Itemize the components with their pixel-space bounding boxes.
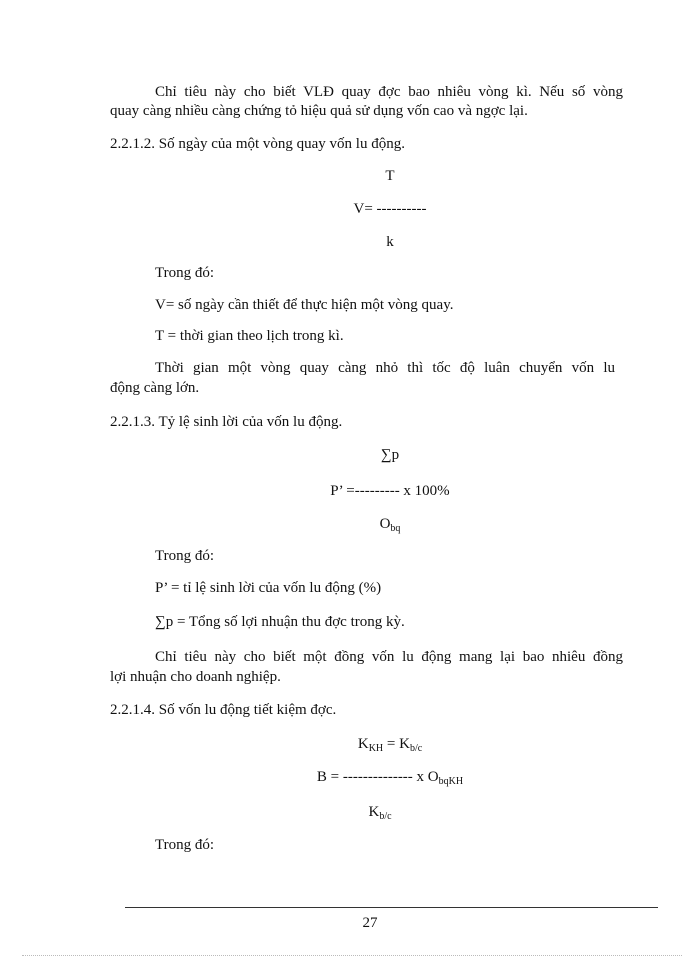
footer-rule	[125, 907, 658, 908]
trong-do-label-3: Trong đó:	[155, 837, 215, 853]
para-2-line-1: Thời gian một vòng quay càng nhỏ thì tốc độ luân chuyển vốn lu	[155, 360, 615, 376]
para-2-line-2: động càng lớn.	[110, 380, 200, 396]
definition-p: P’ = tỉ lệ sinh lời của vốn lu động (%)	[155, 580, 382, 596]
formula-3-main: B = -------------- x $O_{bqKH}$	[316, 769, 464, 787]
definition-sum-p: ∑p = Tổng số lợi nhuận thu đợc trong kỳ.	[155, 614, 405, 630]
para-3-line-2: lợi nhuận cho doanh nghiệp.	[110, 669, 281, 685]
heading-2-2-1-2: 2.2.1.2. Số ngày của một vòng quay vốn lu động.	[110, 136, 405, 152]
formula-3-denominator: $K_{b/c}$	[368, 804, 392, 822]
para-1-line-1: Chỉ tiêu này cho biết VLĐ quay đợc bao nhiêu vòng kì. Nếu số vòng	[155, 84, 623, 100]
formula-3-top: $K_{KH} = K_{b/c}$	[357, 736, 423, 754]
formula-2-numerator: ∑p	[380, 447, 400, 463]
para-1-line-2: quay càng nhiều càng chứng tỏ hiệu quả sử dụng vốn cao và ngợc lại.	[110, 103, 528, 119]
formula-2-denominator: $O_{bq}$	[379, 516, 401, 534]
formula-2-main: P’ =--------- x 100%	[330, 483, 450, 499]
page-number: 27	[362, 915, 378, 931]
heading-2-2-1-4: 2.2.1.4. Số vốn lu động tiết kiệm đợc.	[110, 702, 337, 718]
definition-t: T = thời gian theo lịch trong kì.	[155, 328, 344, 344]
para-3-line-1: Chỉ tiêu này cho biết một đồng vốn lu động mang lại bao nhiêu đồng	[155, 649, 623, 665]
trong-do-label-2: Trong đó:	[155, 548, 215, 564]
trong-do-label-1: Trong đó:	[155, 265, 215, 281]
formula-1-denominator: k	[386, 234, 394, 250]
formula-1-main: V= ----------	[353, 201, 427, 217]
formula-1-numerator: T	[385, 168, 395, 184]
heading-2-2-1-3: 2.2.1.3. Tỷ lệ sinh lời của vốn lu động.	[110, 414, 343, 430]
page-edge-dotted-line	[22, 955, 682, 956]
definition-v: V= số ngày cần thiết để thực hiện một vòng quay.	[155, 297, 454, 313]
